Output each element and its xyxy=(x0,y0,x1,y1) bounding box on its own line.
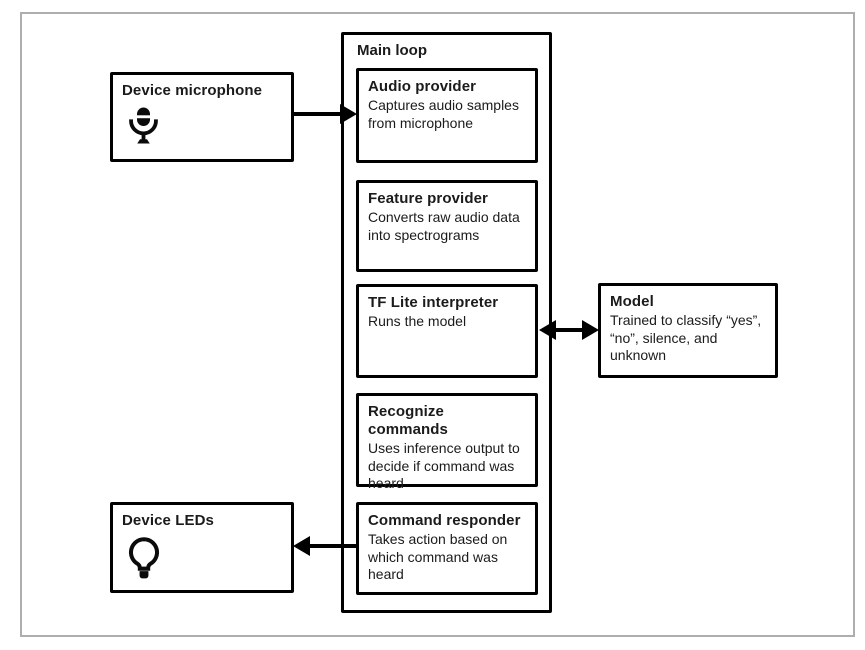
step-title: TF Lite interpreter xyxy=(368,294,499,311)
step-title: Recognize commands xyxy=(368,403,448,438)
step-description: Takes action based on which command was heard xyxy=(368,531,508,582)
main-loop-label: Main loop xyxy=(357,42,427,59)
device-leds-box xyxy=(110,502,294,593)
lightbulb-icon xyxy=(127,537,282,585)
step-description: Converts raw audio data into spectrograms xyxy=(368,209,520,243)
step-feature-provider xyxy=(356,180,538,272)
step-description: Runs the model xyxy=(368,313,467,329)
step-command-responder xyxy=(356,502,538,595)
arrow-line xyxy=(293,112,343,116)
arrow-interpreter-model-bidirectional xyxy=(539,320,599,340)
model-title: Model xyxy=(610,293,654,310)
arrow-line xyxy=(553,328,585,332)
arrow-line xyxy=(308,544,357,548)
arrow-head-right-icon xyxy=(340,104,357,124)
device-leds-label: Device LEDs xyxy=(122,512,214,529)
arrow-head-right-icon xyxy=(582,320,599,340)
step-description: Uses inference output to decide if command was heard xyxy=(368,440,520,491)
arrow-microphone-to-audio-provider xyxy=(293,104,357,124)
model-box xyxy=(598,283,778,378)
device-microphone-label: Device microphone xyxy=(122,82,263,99)
step-recognize-commands xyxy=(356,393,538,491)
device-microphone-box xyxy=(110,72,294,162)
microphone-icon xyxy=(127,107,282,149)
step-audio-provider xyxy=(356,68,538,163)
step-title: Feature provider xyxy=(368,190,488,207)
step-description: Captures audio samples from microphone xyxy=(368,97,519,131)
step-tf-lite-interpreter xyxy=(356,284,538,378)
arrow-command-responder-to-leds xyxy=(293,536,357,556)
step-title: Audio provider xyxy=(368,78,477,95)
step-title: Command responder xyxy=(368,512,521,529)
model-description: Trained to classify “yes”, “no”, silence, and unknown xyxy=(610,312,762,363)
